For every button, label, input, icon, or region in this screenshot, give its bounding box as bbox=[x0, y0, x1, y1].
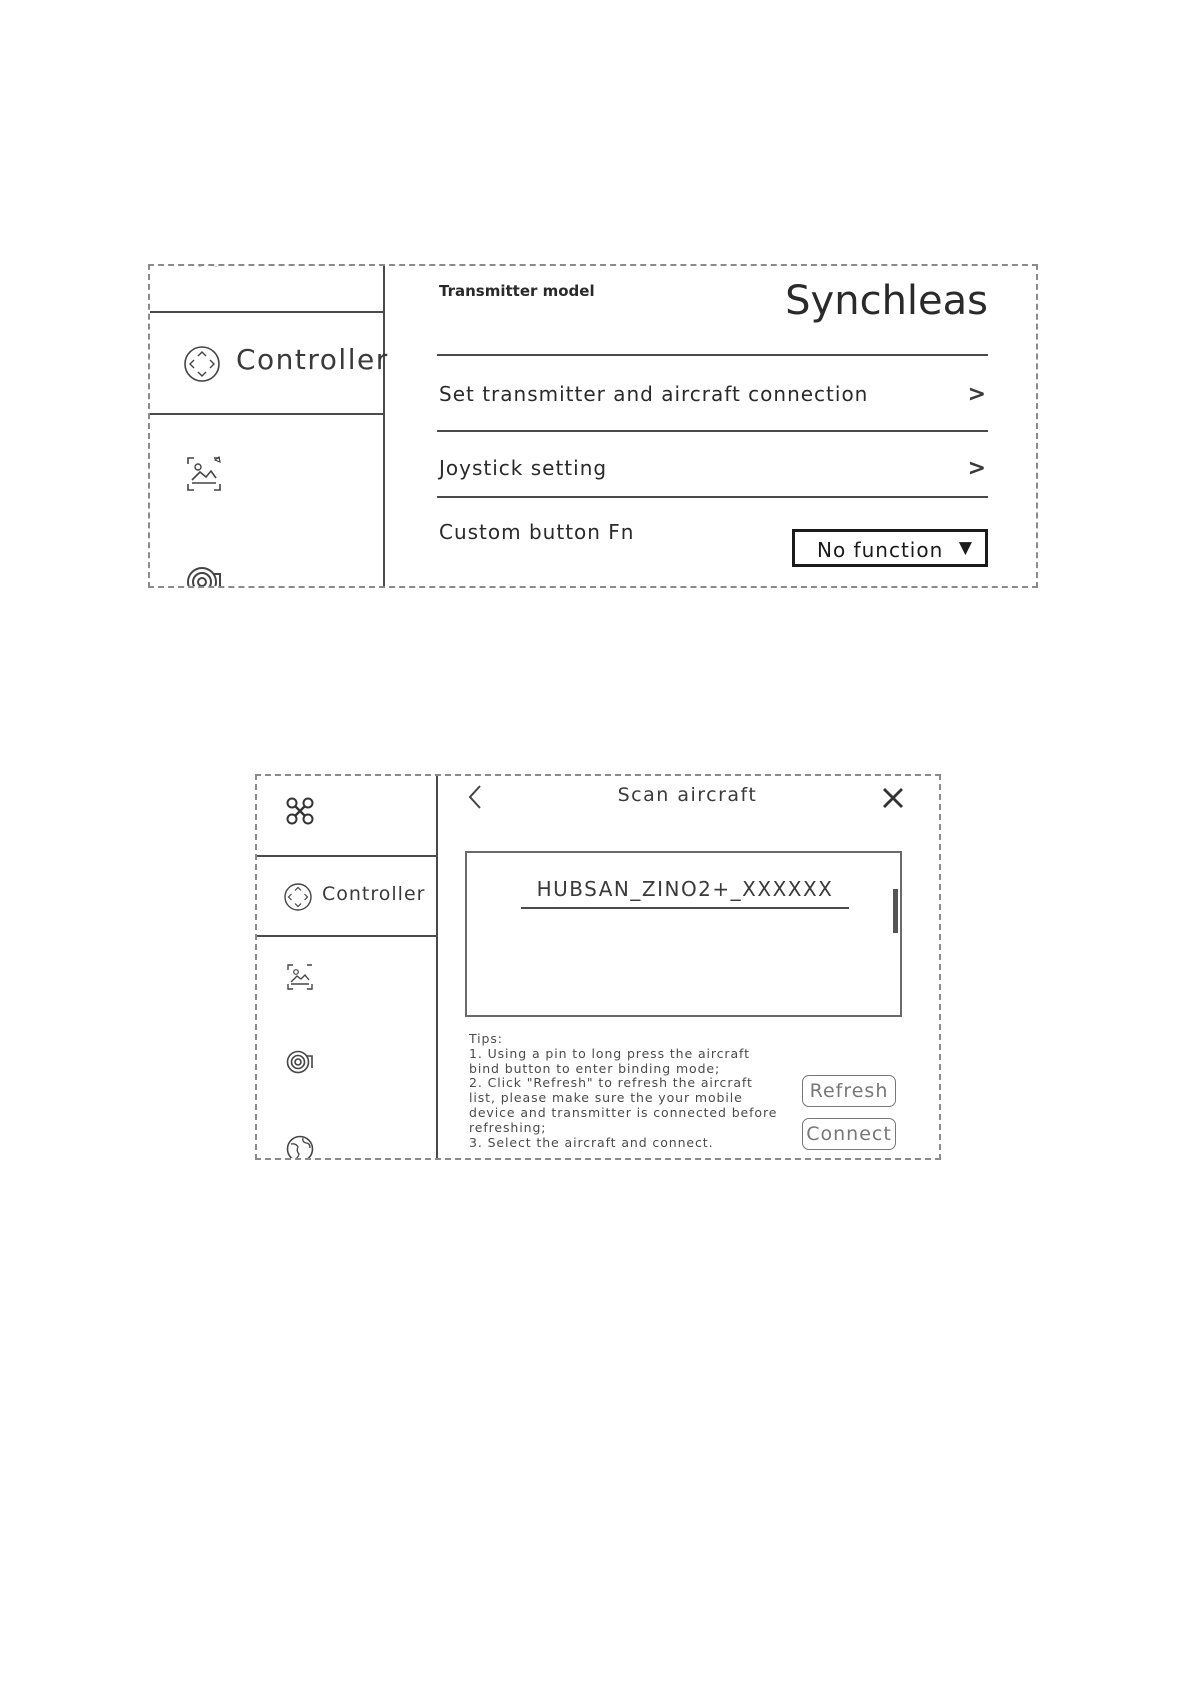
camera-photo-icon[interactable] bbox=[184, 454, 224, 494]
tips-line: 1. Using a pin to long press the aircraft bbox=[469, 1045, 750, 1061]
tips-line: 3. Select the aircraft and connect. bbox=[469, 1134, 714, 1150]
settings-sidebar bbox=[150, 266, 389, 586]
tips-text bbox=[469, 1032, 789, 1150]
dialog-title: Scan aircraft bbox=[617, 784, 758, 806]
tips-line: list, please make sure the your mobile bbox=[469, 1090, 743, 1106]
aircraft-list-item[interactable]: HUBSAN_ZINO2+_XXXXXX bbox=[521, 877, 849, 909]
refresh-button[interactable]: Refresh bbox=[802, 1075, 896, 1107]
camera-photo-icon[interactable] bbox=[285, 962, 315, 992]
tips-line: 2. Click "Refresh" to refresh the aircraft bbox=[469, 1075, 753, 1091]
sidebar-item-label: Controller bbox=[322, 883, 426, 905]
controller-settings-content bbox=[383, 266, 1036, 586]
scan-aircraft-panel bbox=[255, 774, 941, 1160]
transmitter-model-label: Transmitter model bbox=[439, 282, 595, 300]
aircraft-icon[interactable] bbox=[192, 264, 224, 270]
sidebar-item-controller[interactable] bbox=[148, 311, 389, 415]
tips-line: bind button to enter binding mode; bbox=[469, 1060, 721, 1076]
chevron-right-icon: > bbox=[967, 456, 986, 481]
row-joystick-setting[interactable] bbox=[437, 430, 988, 498]
controller-settings-panel bbox=[148, 264, 1038, 588]
sidebar-item-label: Controller bbox=[236, 343, 389, 376]
scan-aircraft-content bbox=[436, 776, 939, 1158]
transmitter-model-value: Synchleas bbox=[785, 278, 988, 324]
gimbal-icon[interactable] bbox=[285, 1047, 315, 1077]
custom-button-label: Custom button Fn bbox=[439, 520, 635, 544]
gimbal-icon[interactable] bbox=[184, 562, 224, 588]
controller-dpad-icon bbox=[283, 882, 313, 912]
chevron-right-icon: > bbox=[967, 382, 986, 407]
tips-line: device and transmitter is connected before bbox=[469, 1104, 778, 1120]
tips-line: refreshing; bbox=[469, 1119, 547, 1135]
row-label: Joystick setting bbox=[439, 456, 608, 480]
globe-icon[interactable] bbox=[285, 1134, 315, 1160]
row-set-connection[interactable] bbox=[437, 354, 988, 432]
tips-line: Tips: bbox=[469, 1031, 503, 1046]
sidebar-item-controller[interactable] bbox=[255, 855, 436, 937]
row-label: Set transmitter and aircraft connection bbox=[439, 382, 869, 406]
aircraft-icon[interactable] bbox=[285, 796, 315, 826]
aircraft-list bbox=[465, 851, 902, 1017]
close-icon[interactable] bbox=[881, 786, 905, 810]
controller-dpad-icon bbox=[183, 345, 221, 383]
caret-down-icon: ▼ bbox=[958, 538, 973, 558]
settings-sidebar bbox=[257, 776, 438, 1158]
dropdown-selected-value: No function bbox=[817, 538, 944, 562]
list-scrollbar[interactable] bbox=[893, 889, 898, 933]
connect-button[interactable]: Connect bbox=[802, 1118, 896, 1150]
custom-button-dropdown[interactable] bbox=[792, 529, 988, 567]
